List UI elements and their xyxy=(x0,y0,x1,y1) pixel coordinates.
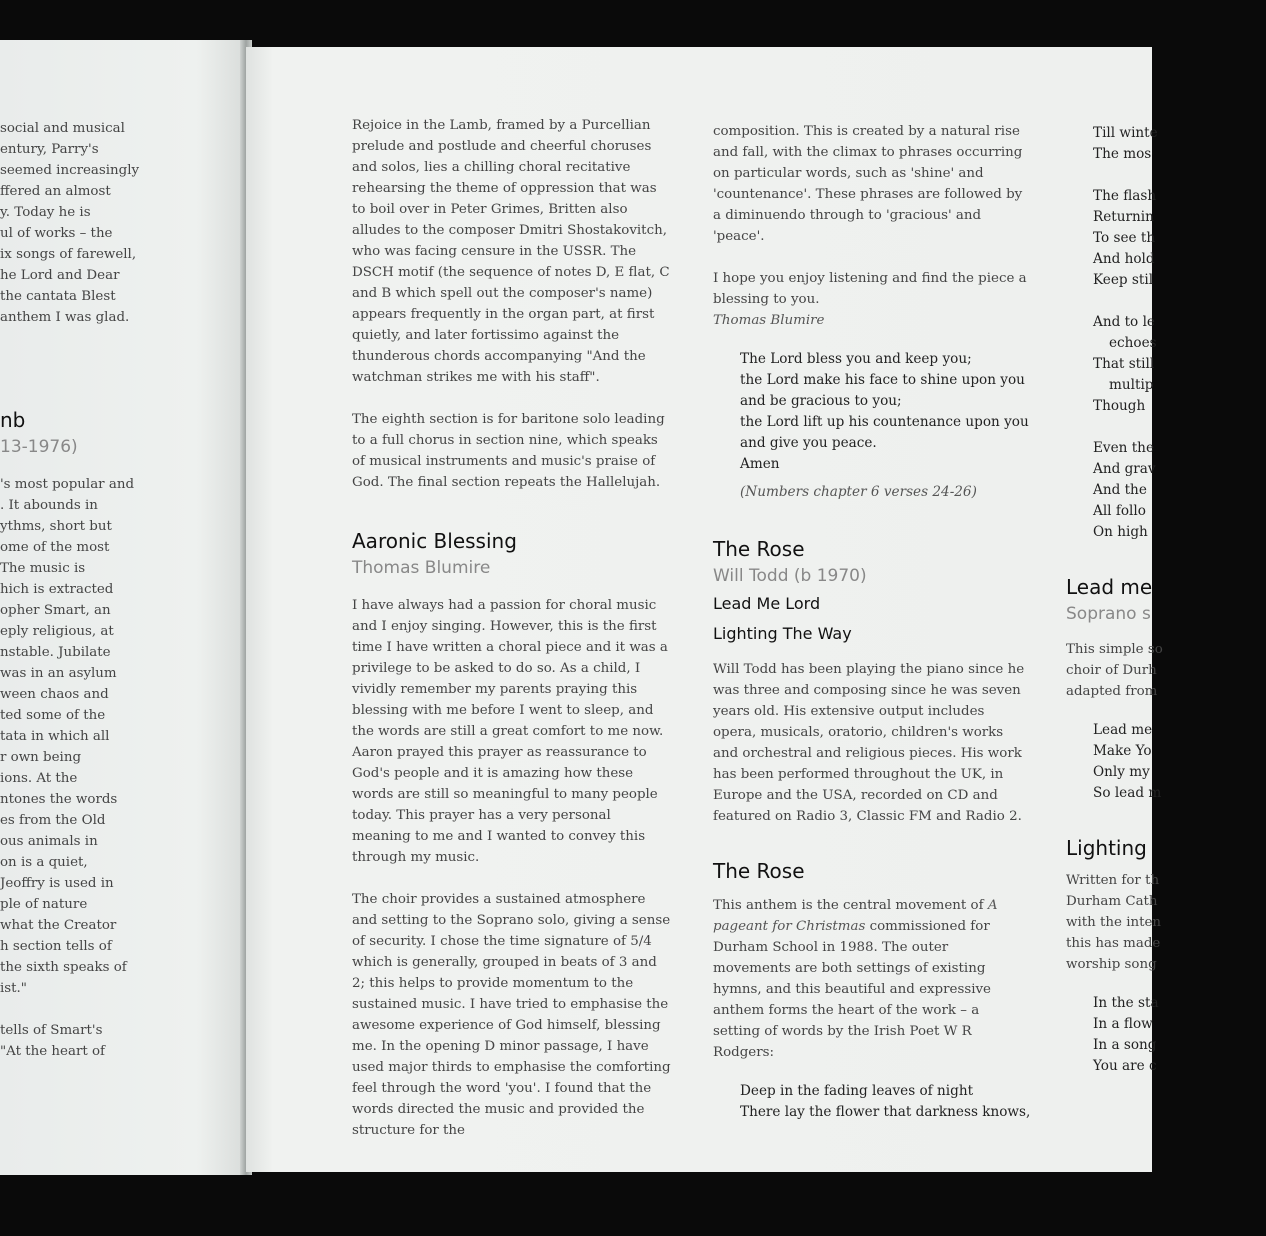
text-line: choir of Durh xyxy=(1066,663,1157,678)
rose-verse xyxy=(713,1081,1031,1123)
text-line: seemed increasingly xyxy=(0,163,140,178)
text-line: Durham Cath xyxy=(1066,894,1158,909)
text-line: the cantata Blest xyxy=(0,289,116,304)
lead-me-verse xyxy=(1066,720,1266,804)
left-column xyxy=(0,118,240,1062)
verse-citation: (Numbers chapter 6 verses 24-26) xyxy=(740,484,977,500)
verse-line: the Lord make his face to shine upon you xyxy=(740,372,1025,388)
rose-heading-2: The Rose xyxy=(713,859,805,883)
verse-line: There lay the flower that darkness knows, xyxy=(740,1104,1031,1120)
text-line: on is a quiet, xyxy=(0,855,88,870)
text-line: ome of the most xyxy=(0,540,110,555)
aaronic-composer: Thomas Blumire xyxy=(352,558,491,578)
poem-continued xyxy=(1066,123,1266,543)
text-line: ted some of the xyxy=(0,708,106,723)
soprano-subheading: Soprano s xyxy=(1066,604,1151,624)
text-line: Written for th xyxy=(1066,873,1160,888)
verse-line: The flash xyxy=(1093,188,1157,204)
text-line: h section tells of xyxy=(0,939,112,954)
verse-line: All follo xyxy=(1093,503,1146,519)
text-line: This simple so xyxy=(1066,642,1163,657)
verse-line: In a flow xyxy=(1093,1016,1153,1032)
right-page xyxy=(246,47,1163,1172)
verse-line: echoes xyxy=(1109,335,1157,351)
text-line: ous animals in xyxy=(0,834,98,849)
left-top-lines xyxy=(0,118,240,328)
text-line: tells of Smart's xyxy=(0,1023,103,1038)
lighting-verse xyxy=(1066,993,1266,1077)
text-line: r own being xyxy=(0,750,82,765)
verse-line: Amen xyxy=(740,456,780,472)
verse-line: You are c xyxy=(1093,1058,1157,1074)
text-line: he Lord and Dear xyxy=(0,268,120,283)
verse-line: Till winte xyxy=(1093,125,1158,141)
column-2 xyxy=(713,121,1031,1123)
text-line: nstable. Jubilate xyxy=(0,645,111,660)
rejoice-paragraph: Rejoice in the Lamb, framed by a Purcellian prelude and postlude and cheerful choruses and solos, lies a chilling choral recitative rehearsing the theme of oppression that was to boil over in Peter Grimes, Britten also alludes to the composer Dmitri Shostakovitch, who was facing censure in the USSR. The DSCH motif (the sequence of notes D, E flat, C and B which spell out the composer's name) appears frequently in the organ part, at first quietly, and later fortissimo against the thunderous chords accompanying "And the watchman strikes me with his staff". xyxy=(352,118,670,385)
left-heading: nb xyxy=(0,408,26,432)
verse-line: And the xyxy=(1093,482,1147,498)
rose-heading: The Rose xyxy=(713,537,805,561)
verse-line: To see th xyxy=(1093,230,1156,246)
left-bottom-lines xyxy=(0,474,240,999)
text-line: 's most popular and xyxy=(0,477,135,492)
text-line: y. Today he is xyxy=(0,205,91,220)
text-line: ween chaos and xyxy=(0,687,109,702)
lead-me-paragraph xyxy=(1066,639,1266,702)
column-1 xyxy=(352,115,672,1162)
verse-line: That still xyxy=(1093,356,1155,372)
signature: Thomas Blumire xyxy=(713,313,825,328)
verse-line: The Lord bless you and keep you; xyxy=(740,351,972,367)
text-line: adapted from xyxy=(1066,684,1158,699)
text-line: ix songs of farewell, xyxy=(0,247,137,262)
text-line: eply religious, at xyxy=(0,624,114,639)
left-page xyxy=(0,40,246,1175)
text-line: anthem I was glad. xyxy=(0,310,130,325)
text-line: ple of nature xyxy=(0,897,88,912)
verse-line: Though xyxy=(1093,398,1146,414)
aaronic-paragraph-2: The choir provides a sustained atmosphere and setting to the Soprano solo, giving a sense of security. I chose the time signature of 5/4 which is generally, grouped in beats of 3 and 2; this helps to provide momentum to the sustained music. I have tried to emphasise the awesome experience of God himself, blessing me. In the opening D minor passage, I have used major thirds to emphasise the comforting feel through the word 'you'. I found that the words directed the music and provided the structure for the xyxy=(352,892,671,1138)
text-line: ist." xyxy=(0,981,27,996)
verse-line: And to le xyxy=(1093,314,1155,330)
verse-line: multip xyxy=(1109,377,1154,393)
verse-line: And hold xyxy=(1093,251,1155,267)
closing-paragraph xyxy=(713,268,1028,331)
rose-text-b: commissioned for Durham School in 1988. The outer movements are both settings of existing hymns, and this beautiful and expressive anthem forms the heart of the work – a setting of words by the Irish Poet W R Rodgers: xyxy=(713,919,991,1060)
text-line: ul of works – the xyxy=(0,226,113,241)
rose-paragraph xyxy=(713,895,1028,1063)
text-line: entury, Parry's xyxy=(0,142,99,157)
verse-line: Keep stil xyxy=(1093,272,1154,288)
left-subheading: 13-1976) xyxy=(0,437,78,457)
text-line: worship song xyxy=(1066,957,1157,972)
blessing-verse xyxy=(713,349,1028,503)
verse-line: and give you peace. xyxy=(740,435,877,451)
verse-line: Make Yo xyxy=(1093,743,1152,759)
text-line: ions. At the xyxy=(0,771,78,786)
text-line: ythms, short but xyxy=(0,519,112,534)
verse-line: and be gracious to you; xyxy=(740,393,902,409)
text-line: the sixth speaks of xyxy=(0,960,127,975)
eighth-section-paragraph: The eighth section is for baritone solo leading to a full chorus in section nine, which speaks of musical instruments and music's praise of God. The final section repeats the Hallelujah. xyxy=(352,412,665,490)
rose-composer: Will Todd (b 1970) xyxy=(713,566,867,586)
text-line: opher Smart, an xyxy=(0,603,111,618)
lighting-heading: Lighting xyxy=(1066,836,1147,860)
verse-line: Lead me xyxy=(1093,722,1153,738)
rose-text-a: This anthem is the central movement of xyxy=(713,898,988,913)
text-line: . It abounds in xyxy=(0,498,98,513)
work-lead-me-lord: Lead Me Lord xyxy=(713,594,821,613)
text-line: social and musical xyxy=(0,121,125,136)
aaronic-heading: Aaronic Blessing xyxy=(352,529,517,553)
verse-line: The mos xyxy=(1093,146,1152,162)
verse-line: the Lord lift up his countenance upon you xyxy=(740,414,1029,430)
text-line: this has made xyxy=(1066,936,1161,951)
lighting-paragraph xyxy=(1066,870,1266,975)
will-todd-paragraph: Will Todd has been playing the piano since he was three and composing since he was seven years old. His extensive output includes opera, musicals, oratorio, children's works and orchestral and religious pieces. His work has been performed throughout the UK, in Europe and the USA, recorded on CD and featured on Radio 3, Classic FM and Radio 2. xyxy=(713,662,1025,824)
text-line: tata in which all xyxy=(0,729,110,744)
composition-paragraph: composition. This is created by a natural rise and fall, with the climax to phrases occurring on particular words, such as 'shine' and 'countenance'. These phrases are followed by a diminuendo through to 'gracious' and 'peace'. xyxy=(713,124,1023,244)
verse-line: Even the xyxy=(1093,440,1154,456)
text-line: ntones the words xyxy=(0,792,118,807)
verse-line: So lead m xyxy=(1093,785,1162,801)
pageant-title: A pageant for Christmas xyxy=(713,898,998,934)
text-line: es from the Old xyxy=(0,813,106,828)
text-line: Jeoffry is used in xyxy=(0,876,114,891)
text-line: ffered an almost xyxy=(0,184,111,199)
work-lighting-the-way: Lighting The Way xyxy=(713,624,852,643)
lead-me-heading: Lead me xyxy=(1066,575,1153,599)
text-line: The music is xyxy=(0,561,86,576)
verse-line: And grav xyxy=(1093,461,1156,477)
verse-line: Deep in the fading leaves of night xyxy=(740,1083,974,1099)
verse-line: Only my xyxy=(1093,764,1150,780)
column-3 xyxy=(1066,123,1266,1077)
text-line: what the Creator xyxy=(0,918,117,933)
text-line: with the inten xyxy=(1066,915,1162,930)
text-line: "At the heart of xyxy=(0,1044,106,1059)
verse-line: On high xyxy=(1093,524,1148,540)
verse-line: In the sta xyxy=(1093,995,1159,1011)
aaronic-paragraph-1: I have always had a passion for choral music and I enjoy singing. However, this is the first time I have written a choral piece and it was a privilege to be asked to do so. As a child, I vividly remember my parents praying this blessing with me before I went to sleep, and the words are still a great comfort to me now. Aaron prayed this prayer as reassurance to God's people and it is amazing how these words are still so meaningful to many people today. This prayer has a very personal meaning to me and I wanted to convey this through my music. xyxy=(352,598,668,865)
text-line: was in an asylum xyxy=(0,666,117,681)
verse-line: In a song xyxy=(1093,1037,1157,1053)
text-line: hich is extracted xyxy=(0,582,114,597)
closing-text: I hope you enjoy listening and find the piece a blessing to you. xyxy=(713,271,1027,307)
verse-line: Returnin xyxy=(1093,209,1154,225)
